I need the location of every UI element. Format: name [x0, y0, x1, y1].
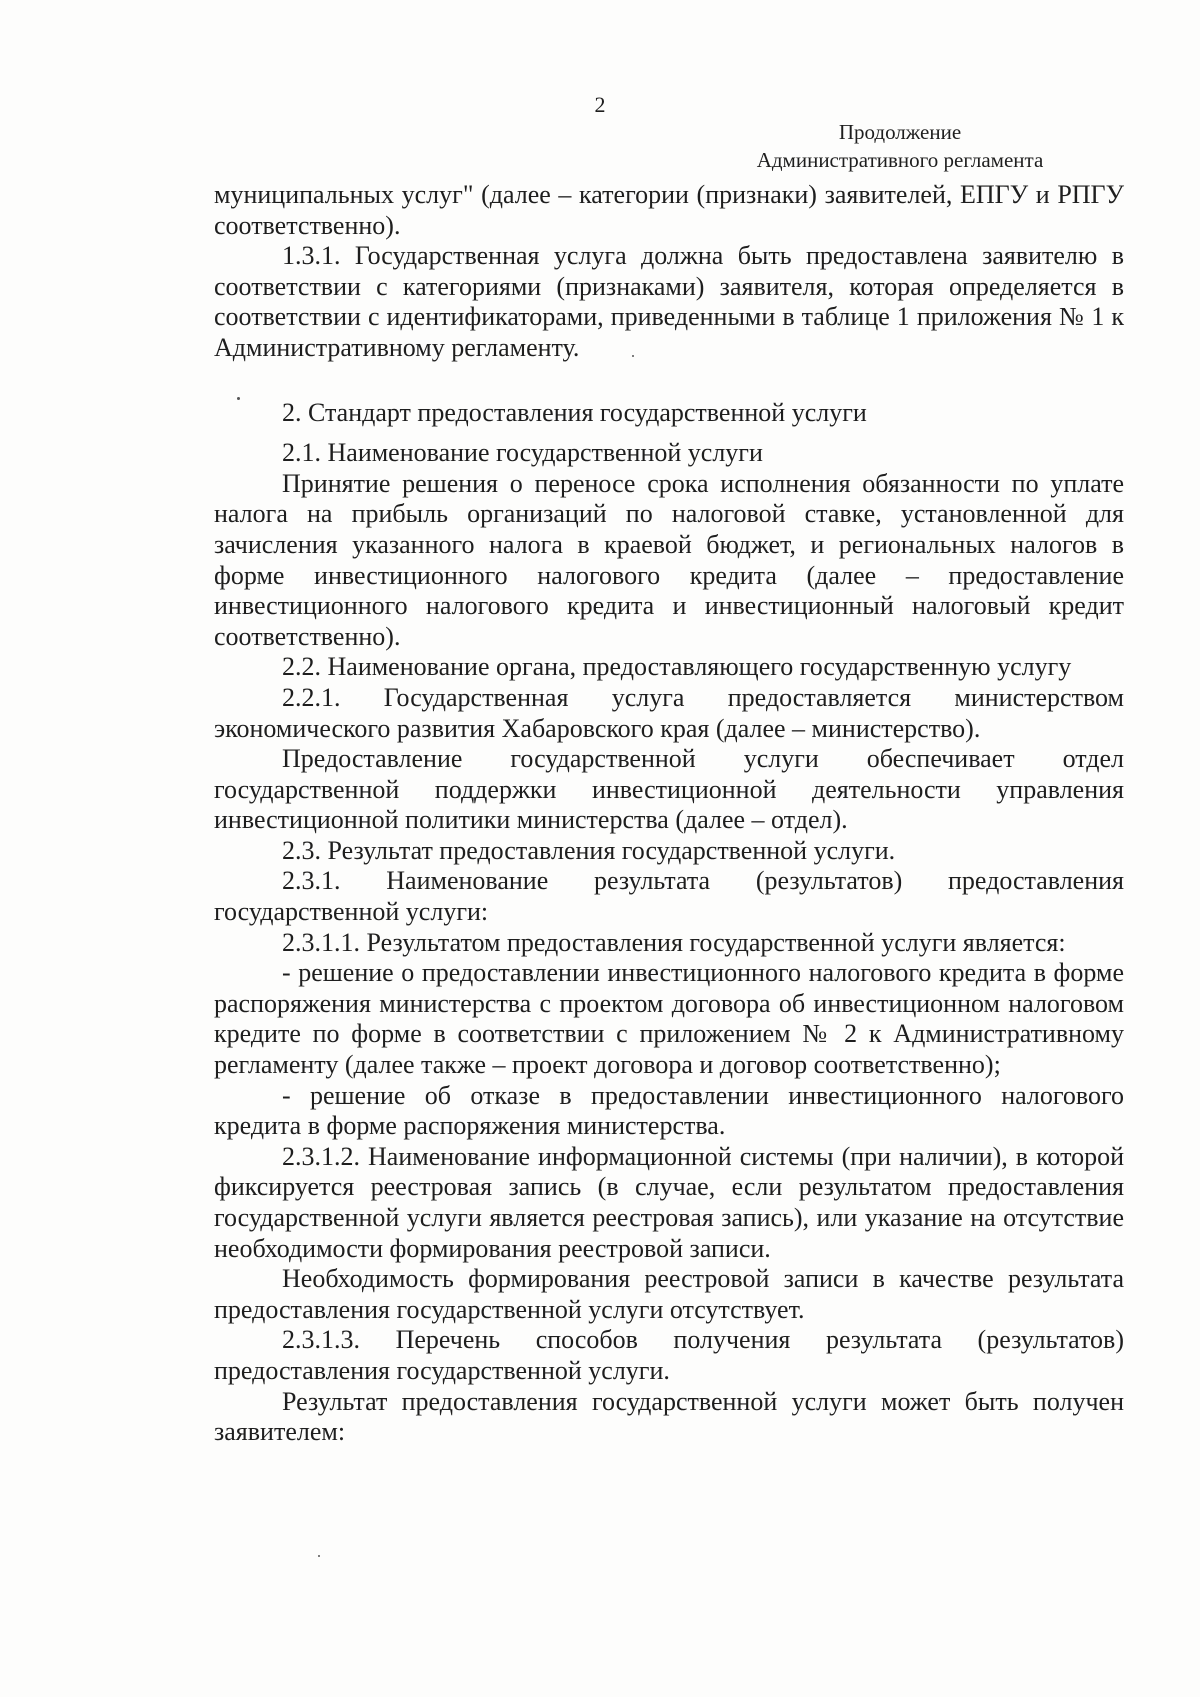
subsection-heading-2-2: 2.2. Наименование органа, предоставляющего государственную услугу: [282, 652, 1072, 682]
scan-speck: [318, 1555, 320, 1557]
subsection-heading-2-1: 2.1. Наименование государственной услуги: [282, 438, 763, 468]
paragraph-2-3-1-1: 2.3.1.1. Результатом предоставления государственной услуги является:: [282, 927, 1066, 957]
continuation-line-1: Продолжение: [838, 120, 962, 144]
paragraph-registry-note: Необходимость формирования реестровой записи в качестве результата предоставления государственной услуги отсутствует.: [214, 1264, 1124, 1324]
paragraph-2-3-1-2: 2.3.1.2. Наименование информационной системы (при наличии), в которой фиксируется реестровая запись (в случае, если результатом предоставления государственной услуги является реестровая запись), или указание на отсутствие необходимости формирования реестровой записи.: [214, 1141, 1124, 1263]
paragraph-result-receipt: Результат предоставления государственной услуги может быть получен заявителем:: [214, 1386, 1124, 1447]
paragraph-department: Предоставление государственной услуги обеспечивает отдел государственной поддержки инвестиционной деятельности управления инвестиционной политики министерства (далее – отдел).: [214, 744, 1124, 835]
paragraph-1-3-1: 1.3.1. Государственная услуга должна быть предоставлена заявителю в соответствии с категориями (признаками) заявителя, которая определяется в соответствии с идентификаторами, приведенными в таблице 1 приложения № 1 к Административному регламенту.: [214, 241, 1124, 362]
continuation-header: [710, 118, 1090, 174]
scan-speck: [632, 355, 634, 357]
section-heading-2: 2. Стандарт предоставления государственной услуги: [282, 397, 867, 427]
paragraph-service-name: Принятие решения о переносе срока исполнения обязанности по уплате налога на прибыль организаций по налоговой ставке, установленной для зачисления указанного налога в краевой бюджет, и региональных налогов в форме инвестиционного налогового кредита (далее – предоставление инвестиционного налогового кредита и инвестиционный налоговый кредит соответственно).: [214, 468, 1124, 651]
paragraph-2-2-1: 2.2.1. Государственная услуга предоставляется министерством экономического развития Хабаровского края (далее – министерство).: [214, 682, 1124, 743]
subsection-heading-2-3: 2.3. Результат предоставления государственной услуги.: [282, 835, 896, 865]
paragraph-2-3-1-3: 2.3.1.3. Перечень способов получения результата (результатов) предоставления государственной услуги.: [214, 1325, 1124, 1385]
list-item-grant-decision: - решение о предоставлении инвестиционного налогового кредита в форме распоряжения министерства с проектом договора об инвестиционном налоговом кредите по форме в соответствии с приложением № 2 к Административному регламенту (далее также – проект договора и договор соответственно);: [214, 958, 1124, 1080]
document-body: [214, 180, 1124, 1448]
paragraph-2-3-1: 2.3.1. Наименование результата (результатов) предоставления государственной услуги:: [214, 866, 1124, 927]
page-number: 2: [594, 92, 606, 117]
list-item-refusal-decision: - решение об отказе в предоставлении инвестиционного налогового кредита в форме распоряжения министерства.: [214, 1080, 1124, 1141]
paragraph-continuation: муниципальных услуг" (далее – категории (признаки) заявителей, ЕПГУ и РПГУ соответственно).: [214, 180, 1124, 240]
continuation-line-2: Административного регламента: [756, 148, 1044, 172]
scan-speck: [237, 397, 240, 400]
